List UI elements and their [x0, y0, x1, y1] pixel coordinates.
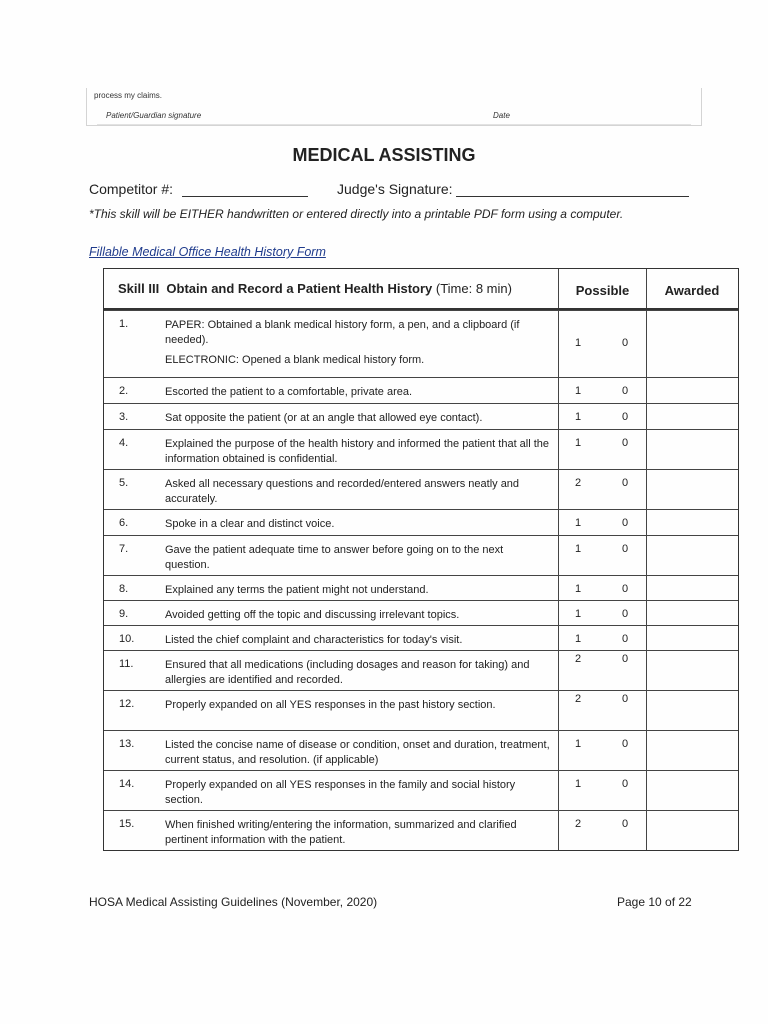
zero-points: 0 [622, 608, 629, 620]
table-row [104, 625, 738, 650]
awarded-cell[interactable] [647, 691, 737, 730]
table-row [104, 650, 738, 690]
page-title: MEDICAL ASSISTING [292, 145, 476, 165]
zero-points: 0 [622, 778, 629, 790]
judge-signature-field [337, 181, 689, 197]
awarded-cell[interactable] [647, 731, 737, 770]
possible-points: 1 [575, 633, 582, 645]
awarded-cell[interactable] [647, 404, 737, 429]
judge-signature-blank[interactable] [456, 182, 689, 197]
table-row [104, 810, 738, 850]
step-number: 13. [119, 738, 135, 750]
zero-points: 0 [622, 738, 629, 750]
awarded-cell[interactable] [647, 811, 737, 850]
zero-points: 0 [622, 337, 629, 349]
awarded-cell[interactable] [647, 510, 737, 535]
awarded-cell[interactable] [647, 378, 737, 403]
step-number: 2. [119, 385, 129, 397]
step-description: Listed the chief complaint and characteristics for today's visit. [165, 634, 463, 646]
possible-cell [559, 601, 647, 625]
awarded-cell[interactable] [647, 470, 737, 509]
awarded-cell[interactable] [647, 601, 737, 625]
possible-cell [559, 311, 647, 377]
possible-points: 1 [575, 738, 582, 750]
step-cell [104, 576, 559, 600]
awarded-header: Awarded [664, 283, 720, 298]
possible-cell [559, 651, 647, 690]
zero-points: 0 [622, 437, 629, 449]
step-number: 10. [119, 633, 135, 645]
possible-cell [559, 404, 647, 429]
step-description: Properly expanded on all YES responses in the past history section. [165, 699, 496, 711]
zero-points: 0 [622, 653, 629, 665]
possible-points: 2 [575, 693, 582, 705]
possible-points: 1 [575, 385, 582, 397]
possible-cell [559, 576, 647, 600]
table-row [104, 600, 738, 625]
zero-points: 0 [622, 385, 629, 397]
step-number: 5. [119, 477, 129, 489]
step-description: Properly expanded on all YES responses in the family and social history section. [165, 779, 516, 806]
table-row [104, 469, 738, 509]
awarded-cell[interactable] [647, 576, 737, 600]
step-description: Asked all necessary questions and recorded/entered answers neatly and accurately. [165, 478, 520, 505]
page-number: Page 10 of 22 [617, 895, 692, 909]
step-cell [104, 311, 559, 377]
possible-cell [559, 691, 647, 730]
possible-cell [559, 536, 647, 575]
step-cell [104, 430, 559, 469]
possible-cell [559, 470, 647, 509]
step-cell [104, 626, 559, 650]
table-row [104, 535, 738, 575]
possible-points: 1 [575, 583, 582, 595]
table-row [104, 770, 738, 810]
possible-points: 2 [575, 477, 582, 489]
step-description [165, 318, 550, 368]
competitor-label: Competitor #: [89, 181, 174, 197]
table-row [104, 730, 738, 770]
step-number: 15. [119, 818, 135, 830]
possible-cell [559, 771, 647, 810]
step-description: Explained any terms the patient might not understand. [165, 584, 429, 596]
step-cell [104, 691, 559, 730]
possible-points: 2 [575, 818, 582, 830]
claims-text: process my claims. [94, 91, 163, 100]
step-number: 14. [119, 778, 135, 790]
step-description: Sat opposite the patient (or at an angle that allowed eye contact). [165, 412, 483, 424]
table-header-row [104, 269, 738, 310]
step-cell [104, 731, 559, 770]
signature-line [97, 124, 691, 125]
step-description: Explained the purpose of the health history and informed the patient that all the information obtained is confidential. [165, 438, 550, 465]
zero-points: 0 [622, 693, 629, 705]
competitor-blank[interactable] [182, 182, 308, 197]
step-cell [104, 510, 559, 535]
step-description: Escorted the patient to a comfortable, private area. [165, 386, 413, 398]
zero-points: 0 [622, 583, 629, 595]
skill-header-text [118, 281, 512, 296]
possible-cell [559, 378, 647, 403]
zero-points: 0 [622, 543, 629, 555]
skill-checklist-table [103, 268, 739, 851]
step-cell [104, 536, 559, 575]
step-cell [104, 651, 559, 690]
awarded-cell[interactable] [647, 536, 737, 575]
possible-cell [559, 731, 647, 770]
skill-title: Obtain and Record a Patient Health History [166, 281, 433, 296]
zero-points: 0 [622, 517, 629, 529]
patient-signature-box [86, 88, 702, 126]
possible-cell [559, 626, 647, 650]
judge-signature-label: Judge's Signature: [337, 181, 453, 197]
possible-header: Possible [559, 269, 647, 308]
competitor-field [89, 181, 308, 197]
skill-time: (Time: 8 min) [435, 281, 512, 296]
awarded-cell[interactable] [647, 430, 737, 469]
step-description: Gave the patient adequate time to answer before going on to the next question. [165, 544, 504, 571]
step-number: 9. [119, 608, 129, 620]
skill-note: *This skill will be EITHER handwritten or entered directly into a printable PDF form using a computer. [89, 207, 624, 221]
possible-points: 1 [575, 517, 582, 529]
step-number: 6. [119, 517, 129, 529]
table-row [104, 575, 738, 600]
step-text-electronic: ELECTRONIC: Opened a blank medical history form. [165, 354, 425, 366]
step-cell [104, 378, 559, 403]
zero-points: 0 [622, 411, 629, 423]
table-row [104, 429, 738, 469]
step-text-paper: PAPER: Obtained a blank medical history form, a pen, and a clipboard (if needed). [165, 319, 520, 346]
awarded-cell[interactable] [647, 311, 737, 377]
table-row [104, 509, 738, 535]
possible-points: 1 [575, 411, 582, 423]
awarded-cell[interactable] [647, 651, 737, 690]
zero-points: 0 [622, 477, 629, 489]
possible-cell [559, 510, 647, 535]
date-label: Date [493, 111, 510, 120]
possible-cell [559, 811, 647, 850]
step-description: Ensured that all medications (including dosages and reason for taking) and allergies are identified and recorded. [165, 659, 530, 686]
step-number: 8. [119, 583, 129, 595]
patient-signature-label: Patient/Guardian signature [106, 111, 202, 120]
step-description: When finished writing/entering the information, summarized and clarified pertinent information with the patient. [165, 819, 517, 846]
step-number: 3. [119, 411, 129, 423]
table-row [104, 377, 738, 403]
zero-points: 0 [622, 818, 629, 830]
fillable-form-link[interactable]: Fillable Medical Office Health History Form [89, 245, 326, 259]
step-cell [104, 771, 559, 810]
step-cell [104, 811, 559, 850]
skill-prefix: Skill III [118, 281, 160, 296]
table-row [104, 310, 738, 377]
step-description: Spoke in a clear and distinct voice. [165, 518, 335, 530]
awarded-cell[interactable] [647, 626, 737, 650]
step-cell [104, 601, 559, 625]
table-row [104, 690, 738, 730]
step-description: Listed the concise name of disease or condition, onset and duration, treatment, current status, and resolution. (if applicable) [165, 739, 550, 766]
possible-points: 1 [575, 543, 582, 555]
step-number: 1. [119, 318, 129, 330]
step-number: 4. [119, 437, 129, 449]
possible-points: 1 [575, 337, 582, 349]
skill-header-cell [104, 269, 559, 308]
possible-points: 1 [575, 778, 582, 790]
table-row [104, 403, 738, 429]
awarded-cell[interactable] [647, 771, 737, 810]
possible-points: 1 [575, 608, 582, 620]
step-cell [104, 404, 559, 429]
possible-points: 2 [575, 653, 582, 665]
step-number: 12. [119, 698, 135, 710]
step-cell [104, 470, 559, 509]
step-number: 7. [119, 543, 129, 555]
possible-cell [559, 430, 647, 469]
step-description: Avoided getting off the topic and discussing irrelevant topics. [165, 609, 460, 621]
step-number: 11. [119, 658, 134, 670]
possible-points: 1 [575, 437, 582, 449]
footer-guidelines: HOSA Medical Assisting Guidelines (November, 2020) [89, 895, 378, 909]
zero-points: 0 [622, 633, 629, 645]
